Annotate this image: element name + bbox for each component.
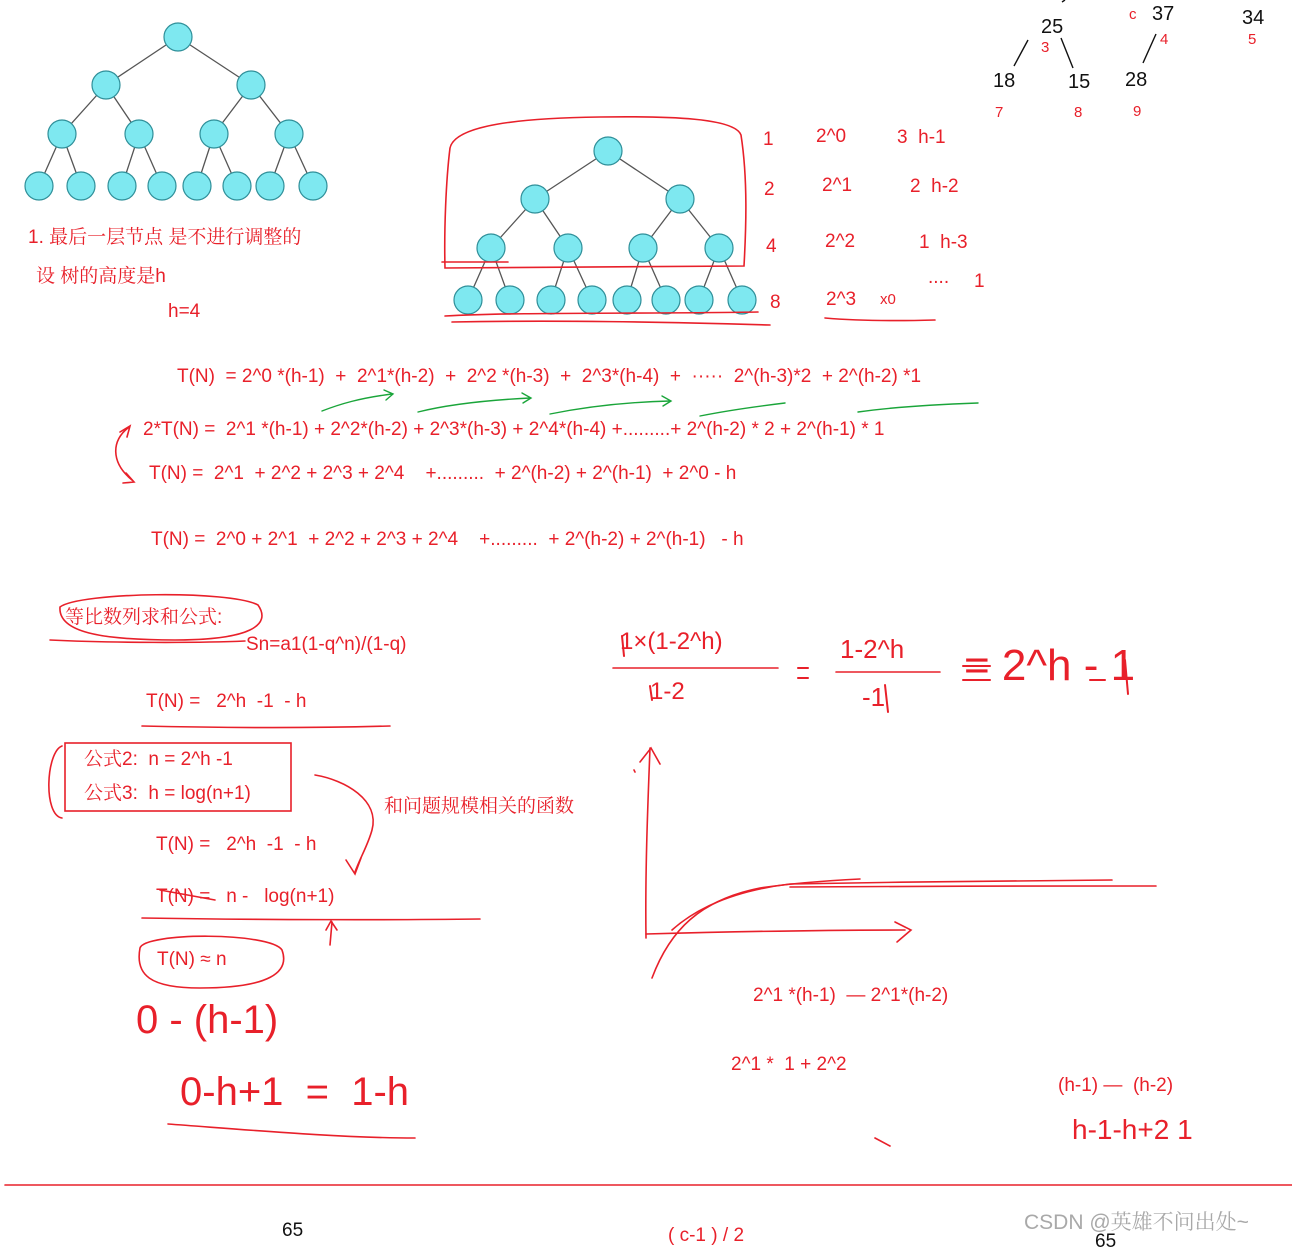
note-last-layer: 1. 最后一层节点 是不进行调整的 [28,227,302,248]
corner-node-34: 34 [1242,7,1265,29]
note-height-def: 设 树的高度是h [36,266,166,287]
footer-mid-expression: ( c-1 ) / 2 [668,1225,745,1246]
tree-1-edges [39,37,313,186]
corner-index-5: 5 [1248,31,1257,48]
level-power-0: 2^0 [816,126,847,147]
level-scribble: x0 [880,291,896,308]
level-power-3: 2^3 [826,289,857,310]
geometric-label: 等比数列求和公式: [65,607,223,628]
formula-note: 和问题规模相关的函数 [384,796,575,817]
tree-2-edges [468,151,742,300]
corner-index-3: 3 [1041,39,1050,56]
geometric-result: T(N) = 2^h -1 - h [146,691,307,712]
level-count-2: 2 [764,179,775,200]
corner-node-18: 18 [993,70,1016,92]
corner-letter-c: c [1129,6,1137,23]
formula-tn-h: T(N) = 2^h -1 - h [156,834,317,855]
level-count-4: 4 [766,236,777,257]
hand-frac-den: 1-2 [650,678,685,705]
green-arrows [322,390,978,416]
footer-right-number: 65 [1095,1231,1117,1252]
formula-2: 公式2: n = 2^h -1 [84,749,233,770]
formula-tn-n: T(N) = n - log(n+1) [156,886,335,907]
level-power-1: 2^1 [822,175,853,196]
hand-expand-result: 0-h+1 = 1-h [180,1070,410,1114]
corner-node-28: 28 [1125,69,1148,91]
equation-diff: T(N) = 2^1 + 2^2 + 2^3 + 2^4 +......... + 2^(h-2) + 2^(h-1) + 2^0 - h [149,463,737,484]
growth-graph [634,748,1156,978]
corner-index-4: 4 [1160,31,1169,48]
geometric-formula: Sn=a1(1-q^n)/(1-q) [246,634,407,655]
hand-cancel: h-1-h+2 1 [1072,1114,1193,1145]
equation-two-tn: 2*T(N) = 2^1 *(h-1) + 2^2*(h-2) + 2^3*(h-3) + 2^4*(h-4) +.........+ 2^(h-2) * 2 + 2^(h-1) * 1 [143,419,885,440]
hand-eq2-den: -1 [862,682,886,712]
graph-note-1: 2^1 *(h-1) — 2^1*(h-2) [753,985,949,1006]
hand-frac-num: 1×(1-2^h) [620,628,723,655]
tree-1-nodes [25,23,327,200]
level-move-3: 1 h-3 [919,232,968,253]
watermark: CSDN @英雄不问出处~ [1024,1211,1249,1234]
hand-eq3: = 2^h - 1 [964,641,1136,690]
tree-2-nodes [454,137,756,314]
level-last: 1 [974,271,985,292]
equation-rearranged: T(N) = 2^0 + 2^1 + 2^2 + 2^3 + 2^4 +......... + 2^(h-2) + 2^(h-1) - h [151,529,744,550]
corner-node-25: 25 [1041,16,1064,38]
footer-left-number: 65 [282,1220,304,1241]
graph-note-3: (h-1) — (h-2) [1058,1075,1174,1096]
corner-node-15: 15 [1068,71,1091,93]
level-move-1: 3 h-1 [897,127,946,148]
level-count-1: 1 [763,129,774,150]
level-power-2: 2^2 [825,231,856,252]
graph-note-2: 2^1 * 1 + 2^2 [731,1054,847,1075]
note-h-value: h=4 [168,301,201,322]
corner-node-37: 37 [1152,3,1175,25]
corner-index-7: 7 [995,104,1004,121]
hand-expand: 0 - (h-1) [136,998,279,1042]
equation-tn: T(N) = 2^0 *(h-1) + 2^1*(h-2) + 2^2 *(h-3) + 2^3*(h-4) + ····· 2^(h-3)*2 + 2^(h-2) *1 [177,366,922,387]
corner-index-9: 9 [1133,103,1142,120]
level-ellipsis: .... [928,267,950,288]
hand-eq2-num: 1-2^h [840,634,905,664]
level-move-2: 2 h-2 [910,176,959,197]
level-count-8: 8 [770,292,781,313]
corner-index-8: 8 [1074,104,1083,121]
formula-3: 公式3: h = log(n+1) [84,783,251,804]
formula-approx: T(N) ≈ n [157,949,227,970]
